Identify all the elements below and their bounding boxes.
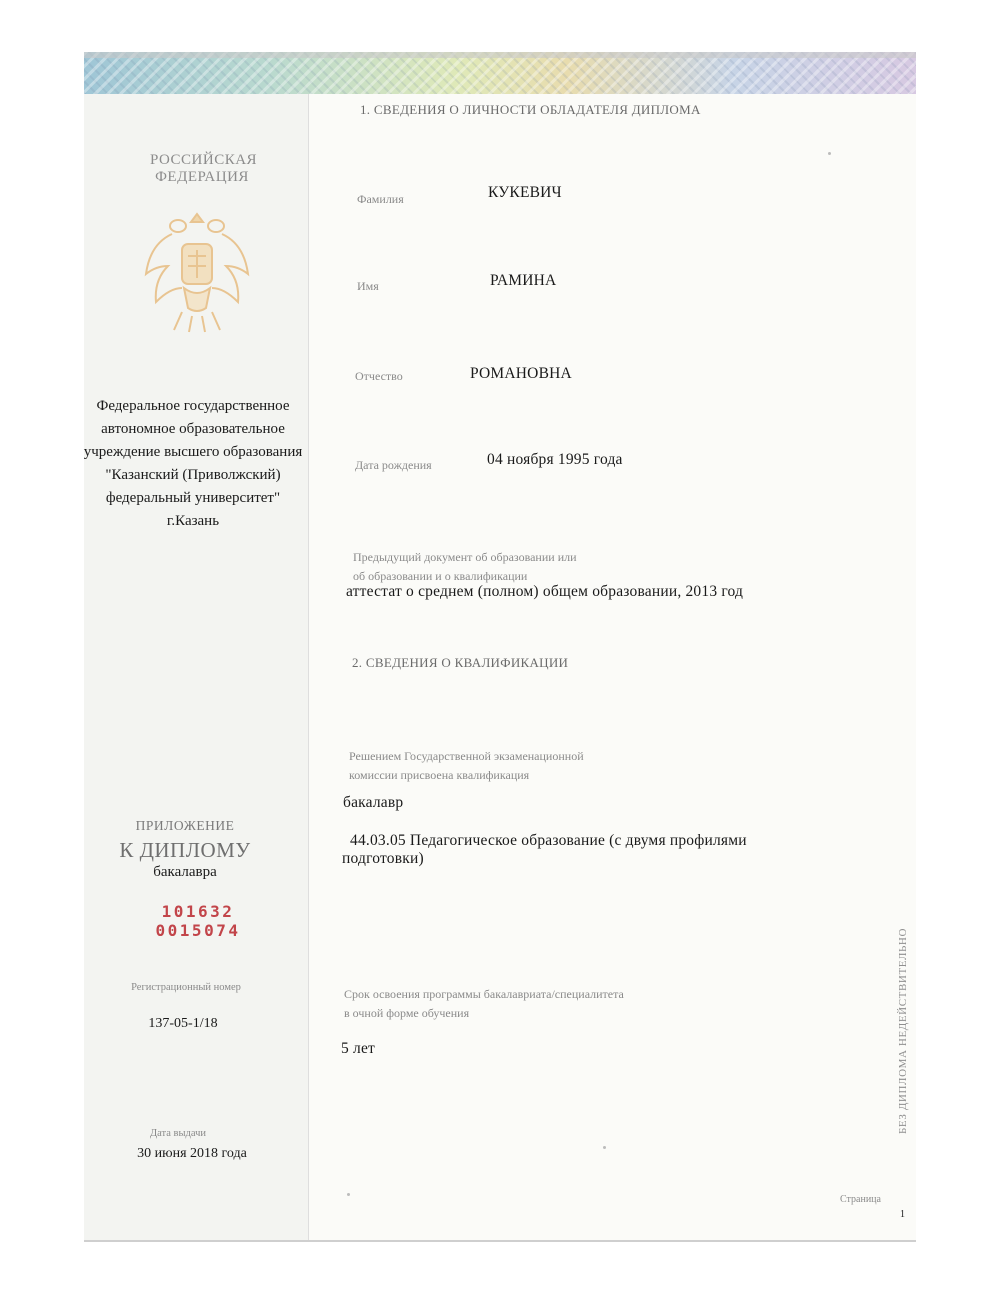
registration-label: Регистрационный номер — [131, 982, 241, 993]
previous-document-value: аттестат о среднем (полном) общем образовании, 2013 год — [346, 583, 744, 600]
qualification-value: бакалавр — [343, 794, 404, 811]
birth-date-label: Дата рождения — [355, 458, 432, 472]
organization-name: Федеральное государственное автономное образовательное учреждение высшего образования "Казанский (Приволжский) федеральный университет" г.Казань — [83, 398, 303, 529]
qualification-decision-label-line2: комиссии присвоена квалификация — [349, 768, 530, 782]
scan-speck — [828, 152, 831, 155]
study-term-label-line1: Срок освоения программы бакалавриата/специалитета — [344, 987, 624, 1001]
page-label: Страница — [840, 1194, 881, 1205]
birth-date-value: 04 ноября 1995 года — [487, 451, 623, 468]
scan-speck — [603, 1146, 606, 1149]
annex-degree: бакалавра — [153, 864, 217, 880]
section-1-title: 1. СВЕДЕНИЯ О ЛИЧНОСТИ ОБЛАДАТЕЛЯ ДИПЛОМА — [360, 102, 701, 117]
name-label: Имя — [357, 279, 379, 293]
coat-of-arms-icon — [132, 204, 262, 344]
study-term-value: 5 лет — [341, 1040, 376, 1057]
page-number: 1 — [900, 1209, 905, 1220]
validity-note: БЕЗ ДИПЛОМА НЕДЕЙСТВИТЕЛЬНО — [897, 927, 909, 1134]
annex-title: ПРИЛОЖЕНИЕ — [135, 818, 235, 833]
surname-value: КУКЕВИЧ — [488, 184, 562, 201]
scan-speck — [347, 1193, 350, 1196]
annex-subtitle: К ДИПЛОМУ — [119, 838, 251, 862]
surname-label: Фамилия — [357, 192, 404, 206]
decorative-ribbon — [84, 52, 916, 94]
registration-number: 137-05-1/18 — [148, 1016, 218, 1031]
name-value: РАМИНА — [490, 272, 557, 289]
previous-document-label-line2: об образовании и о квалификации — [353, 569, 528, 583]
patronymic-value: РОМАНОВНА — [470, 365, 572, 382]
serial-number: 101632 0015074 — [155, 902, 241, 940]
issue-date: 30 июня 2018 года — [137, 1146, 247, 1161]
study-term-label-line2: в очной форме обучения — [344, 1006, 470, 1020]
patronymic-label: Отчество — [355, 369, 403, 383]
section-2-title: 2. СВЕДЕНИЯ О КВАЛИФИКАЦИИ — [352, 655, 569, 670]
previous-document-label-line1: Предыдущий документ об образовании или — [353, 550, 577, 564]
issue-date-label: Дата выдачи — [149, 1128, 207, 1139]
program-line1: 44.03.05 Педагогическое образование (с двумя профилями — [350, 832, 747, 849]
country-title: РОССИЙСКАЯ ФЕДЕРАЦИЯ — [150, 152, 258, 185]
program-line2: подготовки) — [342, 850, 424, 867]
ribbon-top-line — [84, 52, 916, 58]
qualification-decision-label-line1: Решением Государственной экзаменационной — [349, 749, 584, 763]
